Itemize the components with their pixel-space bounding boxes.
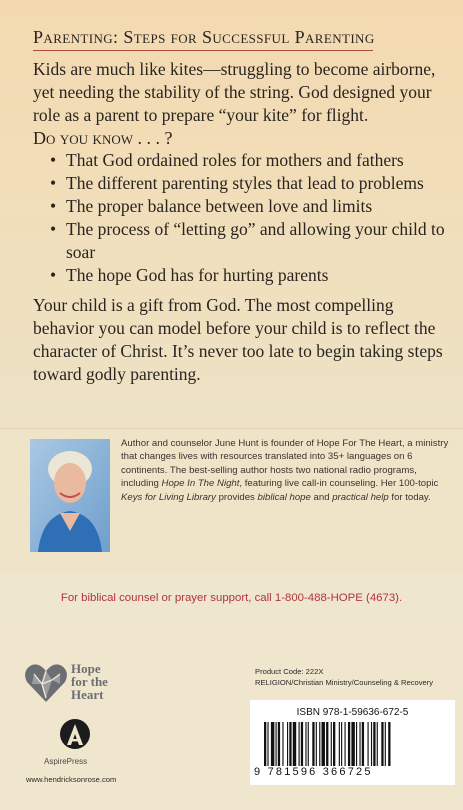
bio-library-title: Keys for Living Library <box>121 491 216 503</box>
barcode-bar <box>368 722 369 766</box>
barcode-bar <box>276 722 277 766</box>
barcode-bar <box>289 722 291 766</box>
barcode-bar <box>326 722 328 766</box>
barcode-bar <box>351 722 354 766</box>
barcode-bar <box>322 722 325 766</box>
bullet-list <box>52 149 452 287</box>
product-info <box>255 667 455 688</box>
barcode-bar <box>312 722 314 766</box>
product-category: RELIGION/Christian Ministry/Counseling & Recovery <box>255 677 434 687</box>
barcode-bar <box>316 722 317 766</box>
list-item: • The different parenting styles that lead to problems <box>52 172 452 195</box>
barcode-bar <box>348 722 350 766</box>
logo-line: for the <box>71 674 108 689</box>
barcode-bar <box>339 722 340 766</box>
product-code: Product Code: 222X <box>255 667 324 676</box>
barcode-bar <box>356 722 357 766</box>
title-rule <box>33 50 373 51</box>
logo-line: Heart <box>71 687 104 702</box>
author-photo <box>30 439 110 552</box>
isbn-label: ISBN 978-1-59636-672-5 <box>296 707 409 718</box>
barcode-bar <box>359 722 360 766</box>
barcode-bar <box>264 722 266 766</box>
bio-emphasis: biblical hope <box>257 491 311 503</box>
barcode-bar <box>282 722 283 766</box>
bio-text: Author and counselor June Hunt is founder of Hope For The Heart, a ministry that changes lives with resources translated into 35+ languages on 6 continents. The best-selling author hosts two national radio programs, including <box>121 438 449 490</box>
barcode-bar <box>371 722 372 766</box>
bio-text: provides <box>215 491 258 503</box>
bio-text: for today. <box>388 491 431 503</box>
barcode-bar <box>267 722 268 766</box>
author-bio <box>121 437 451 504</box>
closing-paragraph: Your child is a gift from God. The most compelling behavior you can model before your child is to reflect the character of Christ. It’s never too late to begin taking steps toward godly parenting. <box>33 295 443 384</box>
list-item: • The process of “letting go” and allowing your child to soar <box>52 218 452 264</box>
bio-emphasis: practical help <box>332 491 389 503</box>
barcode-bar <box>333 722 335 766</box>
bio-program-title: Hope In The Night <box>161 478 240 490</box>
barcode-bar <box>373 722 375 766</box>
barcode-bar <box>381 722 383 766</box>
barcode-bar <box>308 722 309 766</box>
bio-text: and <box>310 491 333 503</box>
logo-line: Hope <box>71 661 101 676</box>
list-item: • That God ordained roles for mothers and fathers <box>52 149 452 172</box>
hope-for-the-heart-logo-text <box>71 662 108 701</box>
list-item: • The hope God has for hurting parents <box>52 264 452 287</box>
barcode-bar <box>301 722 303 766</box>
barcode-bars <box>264 722 442 766</box>
barcode-bar <box>271 722 274 766</box>
aspire-a-icon <box>58 717 92 760</box>
counsel-phone-line: For biblical counsel or prayer support, call 1-800-488-HOPE (4673). <box>60 592 403 604</box>
barcode-bar <box>362 722 364 766</box>
bio-text: , featuring live call-in counseling. Her 100-topic <box>239 478 439 490</box>
barcode-bar <box>385 722 386 766</box>
heart-icon <box>24 662 68 709</box>
barcode-bar <box>345 722 346 766</box>
intro-paragraph: Kids are much like kites—struggling to become airborne, yet needing the stability of the string. God designed your role as a parent to prepare “your kite” for flight. <box>33 59 436 125</box>
publisher-website: www.hendricksonrose.com <box>26 775 117 784</box>
barcode-bar <box>388 722 390 766</box>
barcode-bar <box>293 722 296 766</box>
barcode-bar <box>305 722 306 766</box>
list-item: • The proper balance between love and limits <box>52 195 452 218</box>
barcode-box <box>250 700 455 785</box>
barcode-bar <box>299 722 300 766</box>
publisher-name: AspirePress <box>44 757 88 766</box>
barcode-bar <box>331 722 332 766</box>
barcode-bar <box>278 722 280 766</box>
section-heading: Do you know . . . ? <box>33 128 173 148</box>
barcode-bar <box>341 722 342 766</box>
barcode-bar <box>377 722 378 766</box>
barcode-bar <box>319 722 320 766</box>
barcode-bar <box>287 722 288 766</box>
barcode-number: 9 781596 366725 <box>254 766 373 778</box>
page-title: Parenting: Steps for Successful Parenting <box>33 27 375 47</box>
